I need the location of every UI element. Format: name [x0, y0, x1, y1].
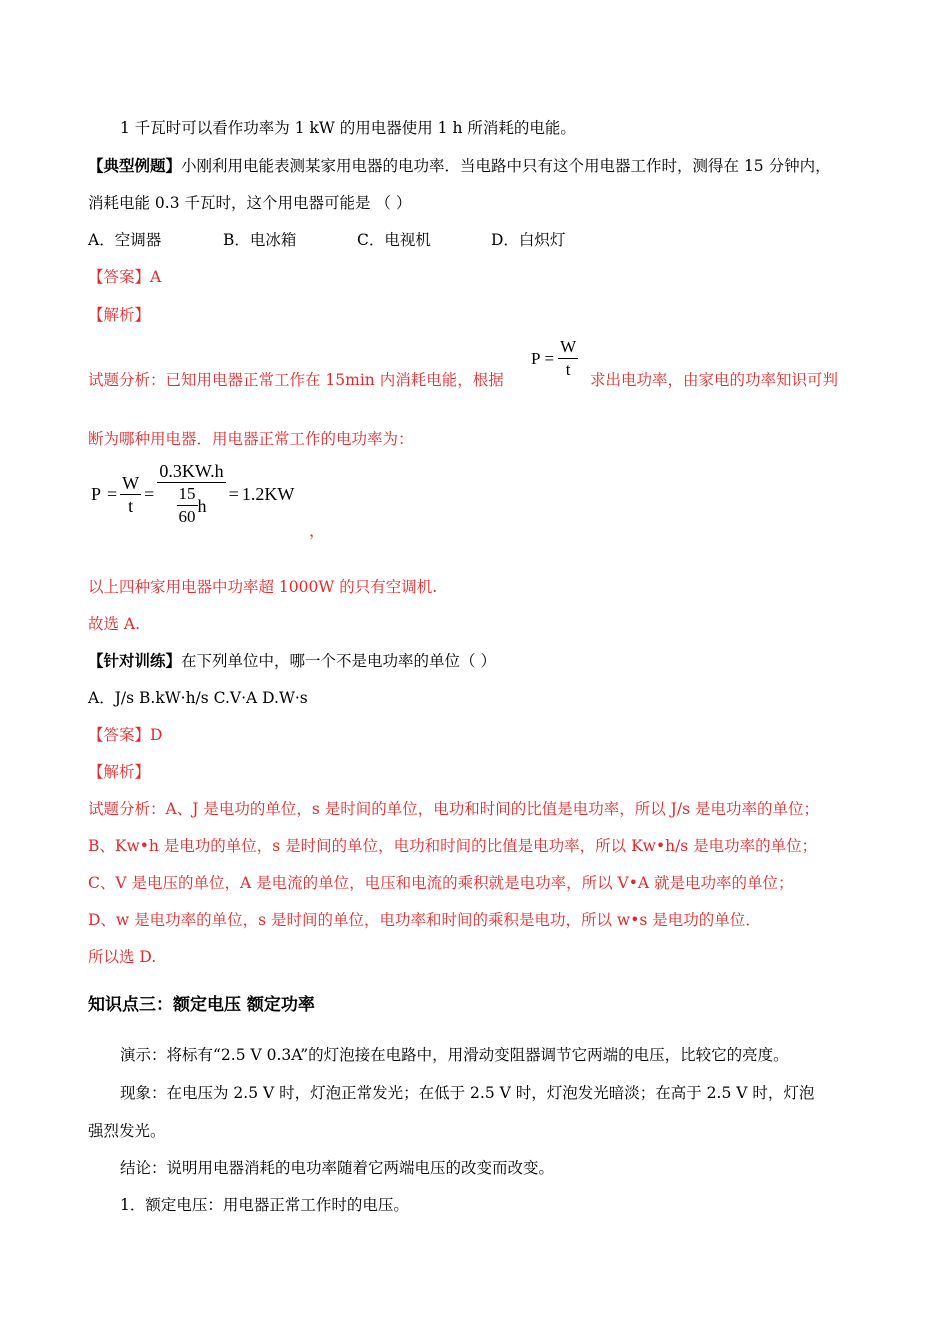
option-c: C．电视机 [357, 231, 431, 249]
calc-den1: t [128, 495, 134, 516]
calc-fraction-energy-time [157, 460, 225, 528]
demo-text: 演示：将标有“2.5 V 0.3A”的灯泡接在电路中，用滑动变阻器调节它两端的电压，比较它的亮度。 [120, 1046, 789, 1064]
calc-lhs: P [91, 483, 102, 504]
example-explanation-line-1b: 求出电功率，由家电的功率知识可判 [590, 371, 839, 389]
calc-num1: W [122, 472, 140, 493]
calc-num2: 0.3KW.h [159, 461, 224, 481]
formula-eq: = [544, 348, 555, 368]
formula-num: W [558, 336, 578, 359]
training-explanation-line-3: C、V 是电压的单位，A 是电流的单位，电压和电流的乘积就是电功率，所以 V•A 就是电功率的单位； [88, 874, 794, 892]
calc-time-unit: h [197, 495, 207, 516]
example-analysis-tag: 【解析】 [88, 306, 151, 324]
example-options [88, 230, 565, 250]
example-question-line-2: 消耗电能 0.3 千瓦时，这个用电器可能是 （ ） [88, 194, 412, 212]
example-explanation-line-4: 故选 A. [88, 615, 141, 633]
example-explanation-line-2: 断为哪种用电器．用电器正常工作的电功率为： [88, 430, 414, 448]
power-formula-inline [531, 336, 578, 381]
training-question [88, 651, 496, 671]
example-question-line-1 [88, 156, 831, 176]
calc-time-num: 15 [177, 483, 198, 506]
training-explanation-line-1: 试题分析：A、J 是电功的单位，s 是时间的单位，电功和时间的比值是电功率，所以 J/s 是电功率的单位； [88, 800, 819, 818]
phenomenon-line-1: 现象：在电压为 2.5 V 时，灯泡正常发光；在低于 2.5 V 时，灯泡发光暗淡；在高于 2.5 V 时，灯泡 [120, 1084, 815, 1102]
power-calculation-formula [88, 460, 294, 528]
training-analysis-tag: 【解析】 [88, 763, 151, 781]
example-question-text: 小刚利用电能表测某家用电器的电功率．当电路中只有这个用电器工作时，测得在 15 分钟内， [181, 157, 831, 175]
calc-fraction-wt [120, 472, 141, 517]
example-tag: 【典型例题】 [88, 156, 182, 175]
calc-eq3: = [228, 483, 239, 504]
rated-voltage-text: 1．额定电压：用电器正常工作时的电压。 [120, 1196, 409, 1214]
option-d: D．白炽灯 [491, 231, 566, 249]
training-answer: 【答案】D [88, 726, 163, 744]
calc-den2 [175, 483, 209, 528]
formula-den: t [565, 360, 571, 379]
formula-trailing-comma: ， [309, 521, 326, 540]
formula-lhs: P [531, 348, 541, 368]
calc-result: 1.2KW [241, 483, 295, 504]
calc-time-den: 60 [178, 507, 196, 526]
training-tag: 【针对训练】 [88, 651, 182, 670]
training-explanation-line-5: 所以选 D. [88, 948, 157, 966]
training-question-text: 在下列单位中，哪一个不是电功率的单位（ ） [181, 652, 496, 670]
training-explanation-line-2: B、Kw•h 是电功的单位，s 是时间的单位，电功和时间的比值是电功率，所以 Kw•h/s 是电功率的单位； [88, 837, 818, 855]
calc-time-fraction [177, 483, 198, 528]
example-answer: 【答案】A [88, 268, 162, 286]
section-heading: 知识点三：额定电压 额定功率 [88, 995, 315, 1015]
text-kwh-definition: 1 千瓦时可以看作功率为 1 kW 的用电器使用 1 h 所消耗的电能。 [120, 119, 576, 137]
example-explanation-line-3: 以上四种家用电器中功率超 1000W 的只有空调机. [88, 578, 438, 596]
training-explanation-line-4: D、w 是电功率的单位，s 是时间的单位，电功率和时间的乘积是电功，所以 w•s 是电功的单位． [88, 911, 761, 929]
training-options: A．J/s B.kW·h/s C.V·A D.W·s [88, 689, 308, 707]
phenomenon-line-2: 强烈发光。 [88, 1122, 166, 1140]
calc-eq2: = [144, 483, 155, 504]
conclusion-text: 结论：说明用电器消耗的电功率随着它两端电压的改变而改变。 [120, 1159, 555, 1177]
option-a: A．空调器 [88, 231, 162, 249]
example-explanation-line-1a: 试题分析：已知用电器正常工作在 15min 内消耗电能，根据 [88, 371, 504, 389]
calc-eq1: = [107, 483, 118, 504]
formula-fraction [558, 336, 578, 381]
option-b: B．电冰箱 [223, 231, 297, 249]
